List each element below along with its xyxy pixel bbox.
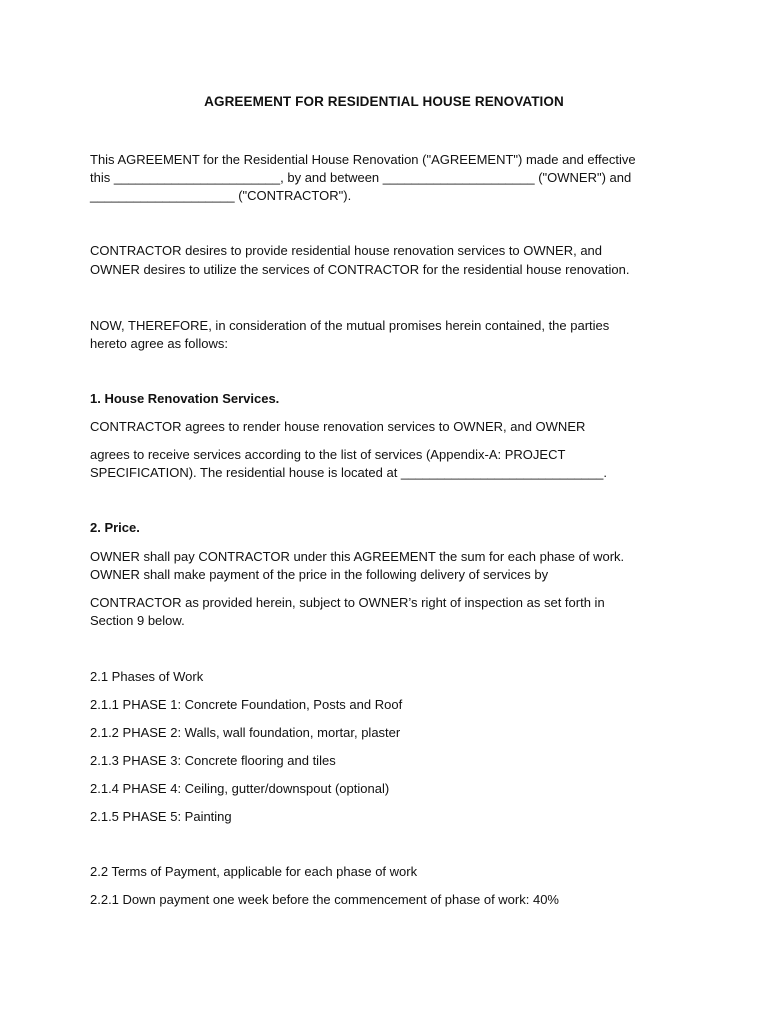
phase-item: 2.1.1 PHASE 1: Concrete Foundation, Posts and Roof [90, 697, 403, 712]
intro-line-3: ____________________ ("CONTRACTOR"). [90, 188, 352, 203]
intro-line-1: This AGREEMENT for the Residential House Renovation ("AGREEMENT") made and effective [90, 152, 636, 167]
phase-item: 2.1.2 PHASE 2: Walls, wall foundation, mortar, plaster [90, 725, 401, 740]
intro-line-2: this _______________________, by and between _____________________ ("OWNER") and [90, 170, 632, 185]
section-2-heading: 2. Price. [90, 520, 140, 535]
whereas-line-2: hereto agree as follows: [90, 336, 229, 351]
payment-heading: 2.2 Terms of Payment, applicable for each phase of work [90, 864, 418, 879]
section-2-line-2: OWNER shall make payment of the price in the following delivery of services by [90, 567, 549, 582]
phase-item: 2.1.5 PHASE 5: Painting [90, 809, 232, 824]
section-2-line-3: CONTRACTOR as provided herein, subject to OWNER’s right of inspection as set forth in [90, 595, 605, 610]
section-1-line-1: CONTRACTOR agrees to render house renovation services to OWNER, and OWNER [90, 419, 586, 434]
phase-item: 2.1.3 PHASE 3: Concrete flooring and tiles [90, 753, 336, 768]
section-2-line-4: Section 9 below. [90, 613, 185, 628]
whereas-line-1: NOW, THEREFORE, in consideration of the mutual promises herein contained, the parties [90, 318, 610, 333]
section-1-line-3: SPECIFICATION). The residential house is located at ____________________________. [90, 465, 607, 480]
payment-item: 2.2.1 Down payment one week before the commencement of phase of work: 40% [90, 892, 559, 907]
recital-line-2: OWNER desires to utilize the services of CONTRACTOR for the residential house renovation. [90, 262, 630, 277]
recital-line-1: CONTRACTOR desires to provide residential house renovation services to OWNER, and [90, 243, 603, 258]
document-title: AGREEMENT FOR RESIDENTIAL HOUSE RENOVATION [204, 94, 564, 109]
phases-heading: 2.1 Phases of Work [90, 669, 204, 684]
phase-item: 2.1.4 PHASE 4: Ceiling, gutter/downspout (optional) [90, 781, 390, 796]
section-1-heading: 1. House Renovation Services. [90, 391, 280, 406]
section-2-line-1: OWNER shall pay CONTRACTOR under this AGREEMENT the sum for each phase of work. [90, 549, 625, 564]
section-1-line-2: agrees to receive services according to the list of services (Appendix-A: PROJECT [90, 447, 566, 462]
